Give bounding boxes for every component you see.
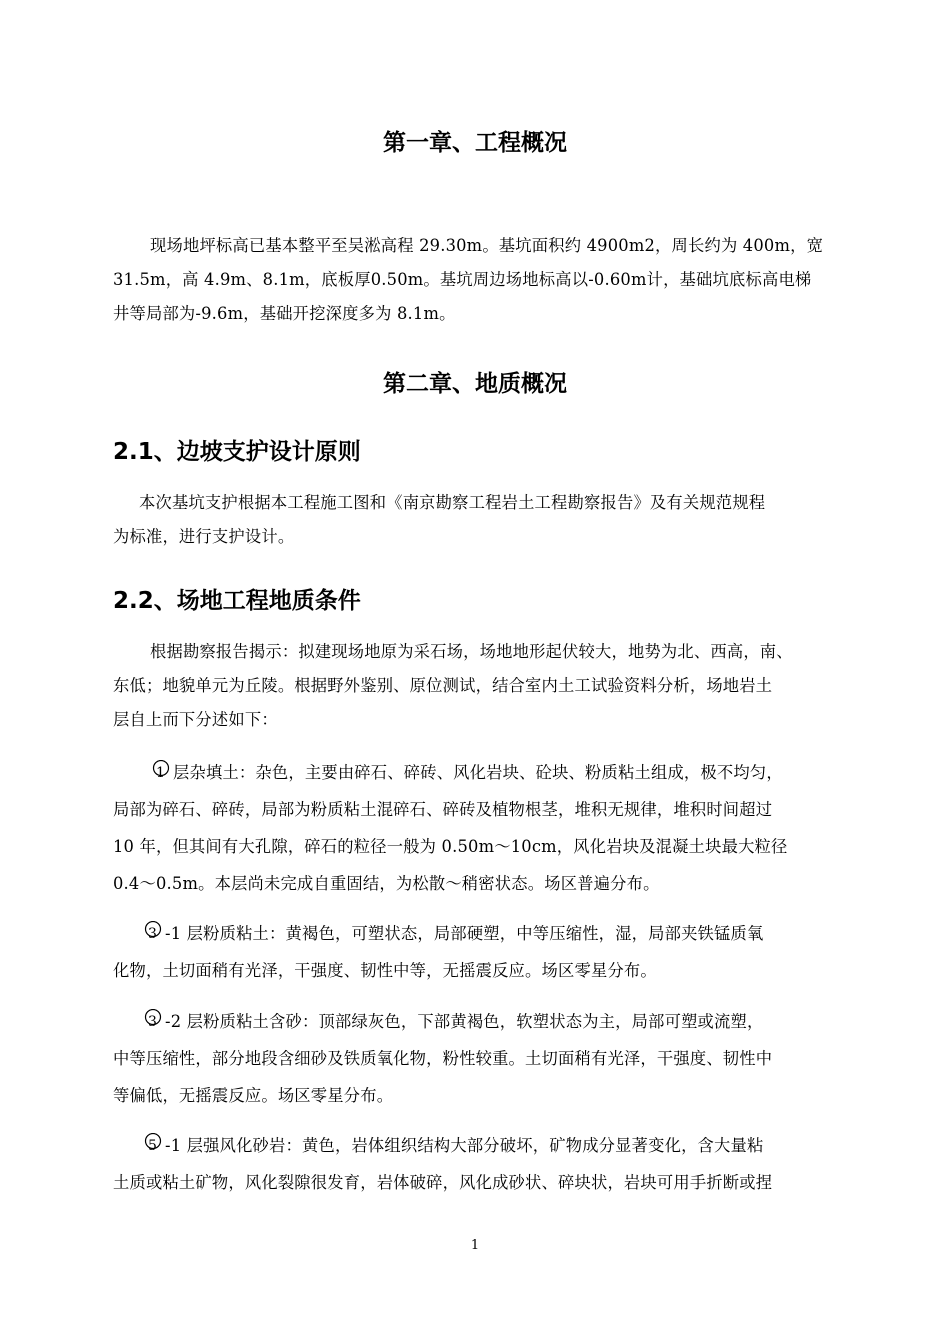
overview-line: 31.5m，高 4.9m、8.1m，底板厚0.50m。基坑周边场地标高以-0.60m计，基础坑底标高电梯 (113, 270, 812, 289)
layer-marker (143, 1009, 163, 1031)
layer-1-line: 0.4～0.5m。本层尚未完成自重固结，为松散～稍密状态。场区普遍分布。 (113, 874, 660, 893)
layer-5-1-line: 土质或粘土矿物，风化裂隙很发育，岩体破碎，风化成砂状、碎块状，岩块可用手折断或捏 (113, 1173, 773, 1192)
layer-3-1-line: 化物，土切面稍有光泽，干强度、韧性中等，无摇震反应。场区零星分布。 (113, 961, 657, 980)
overview-line: 井等局部为-9.6m，基础开挖深度多为 8.1m。 (113, 304, 456, 323)
layer-3-2-first-line (113, 1003, 883, 1040)
overview-line: 现场地坪标高已基本整平至吴淞高程 29.30m。基坑面积约 4900m2，周长约为 400m，宽 (150, 236, 824, 255)
section-2-2-intro-line: 东低；地貌单元为丘陵。根据野外鉴别、原位测试，结合室内土工试验资料分析，场地岩土 (113, 676, 773, 695)
layer-3-1-first-text: -1 层粉质粘土：黄褐色，可塑状态，局部硬塑，中等压缩性，湿，局部夹铁锰质氧 (165, 924, 764, 943)
section-2-1-title: 2.1、边坡支护设计原则 (113, 439, 361, 465)
section-2-2-intro-line: 根据勘察报告揭示：拟建现场地原为采石场，场地地形起伏较大，地势为北、西高，南、 (150, 642, 793, 661)
layer-1-first-text: 层杂填土：杂色，主要由碎石、碎砖、风化岩块、砼块、粉质粘土组成，极不均匀， (173, 763, 783, 782)
layer-marker (143, 921, 163, 943)
chapter-2-title: 第二章、地质概况 (383, 371, 567, 397)
layer-3-1-paragraph (113, 915, 883, 989)
layer-5-1-first-text: -1 层强风化砂岩：黄色，岩体组织结构大部分破坏，矿物成分显著变化，含大量粘 (165, 1136, 764, 1155)
layer-3-2-line: 等偏低，无摇震反应。场区零星分布。 (113, 1086, 394, 1105)
page-number: 1 (470, 1238, 480, 1253)
layer-marker (143, 1133, 163, 1155)
section-2-2-title: 2.2、场地工程地质条件 (113, 588, 361, 614)
section-2-2-intro-line: 层自上而下分述如下： (113, 710, 278, 729)
layer-5-1-first-line (113, 1127, 883, 1164)
section-2-2-intro-paragraph (113, 635, 883, 737)
layer-3-2-paragraph (113, 1003, 883, 1114)
layer-1-first-line (113, 754, 883, 791)
layer-marker-number: 5 (148, 1138, 158, 1154)
layer-3-2-first-text: -2 层粉质粘土含砂：顶部绿灰色，下部黄褐色，软塑状态为主，局部可塑或流塑， (165, 1012, 764, 1031)
chapter-1-title: 第一章、工程概况 (383, 130, 567, 156)
layer-3-1-first-line (113, 915, 883, 952)
layer-marker-number: 3 (148, 1014, 158, 1030)
layer-marker (151, 760, 171, 782)
layer-1-line: 局部为碎石、碎砖，局部为粉质粘土混碎石、碎砖及植物根茎，堆积无规律，堆积时间超过 (113, 800, 773, 819)
overview-paragraph (113, 229, 883, 331)
layer-marker-number: 1 (156, 765, 166, 781)
layer-1-paragraph (113, 754, 883, 902)
section-2-1-line: 本次基坑支护根据本工程施工图和《南京勘察工程岩土工程勘察报告》及有关规范规程 (139, 493, 766, 512)
layer-3-2-line: 中等压缩性，部分地段含细砂及铁质氧化物，粉性较重。土切面稍有光泽，干强度、韧性中 (113, 1049, 773, 1068)
layer-1-line: 10 年，但其间有大孔隙，碎石的粒径一般为 0.50m～10cm，风化岩块及混凝土块最大粒径 (113, 837, 788, 856)
layer-5-1-paragraph (113, 1127, 883, 1201)
layer-marker-number: 3 (148, 926, 158, 942)
section-2-1-line: 为标准，进行支护设计。 (113, 527, 295, 546)
section-2-1-paragraph (113, 486, 883, 554)
